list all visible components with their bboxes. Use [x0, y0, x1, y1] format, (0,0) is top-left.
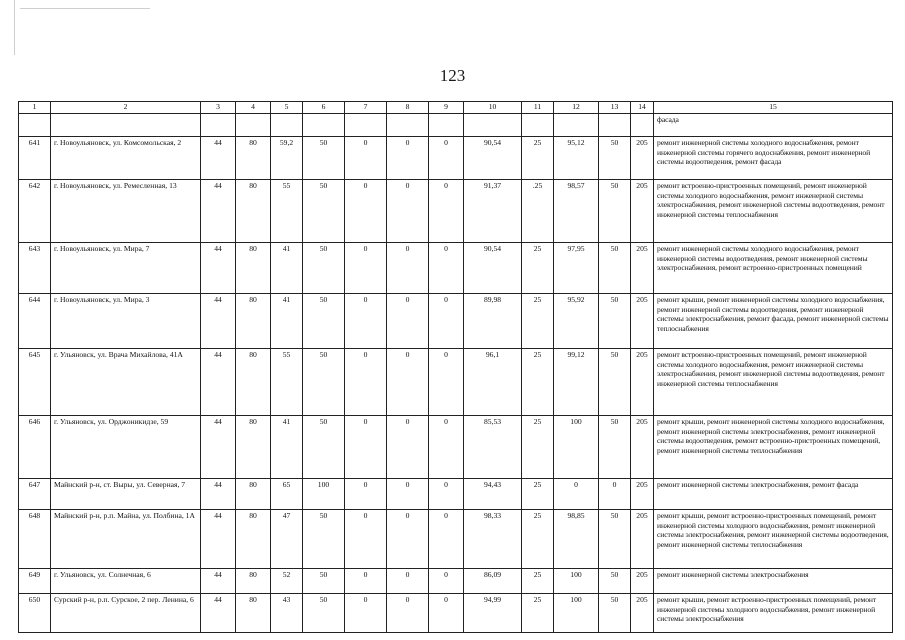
value-cell: 43	[271, 594, 303, 633]
value-cell: 0	[345, 594, 387, 633]
value-cell: 41	[271, 243, 303, 294]
empty-cell	[522, 114, 554, 137]
value-cell: 50	[599, 416, 631, 479]
works-cell: ремонт встроенно-пристроенных помещений, ремонт инженерной системы холодного водоснабжения, ремонт инженерной системы электроснабжения, ремонт инженерной системы водоотведения, ремонт инженерной системы теплоснабжения	[654, 349, 893, 416]
value-cell: 100	[554, 416, 599, 479]
value-cell: 97,95	[554, 243, 599, 294]
table-row	[19, 416, 893, 479]
value-cell: 0	[429, 294, 464, 349]
value-cell: 0	[387, 510, 429, 569]
value-cell: 55	[271, 349, 303, 416]
table-row	[19, 294, 893, 349]
value-cell: 205	[631, 416, 654, 479]
empty-cell	[201, 114, 236, 137]
value-cell: 0	[429, 243, 464, 294]
value-cell: 50	[599, 510, 631, 569]
column-number: 2	[51, 102, 201, 114]
table-row	[19, 243, 893, 294]
value-cell: 65	[271, 479, 303, 510]
value-cell: 0	[429, 416, 464, 479]
value-cell: 0	[387, 569, 429, 594]
column-number-row	[19, 102, 893, 114]
value-cell: 100	[554, 594, 599, 633]
column-number: 9	[429, 102, 464, 114]
value-cell: 80	[236, 569, 271, 594]
value-cell: 100	[303, 479, 345, 510]
row-number-cell: 650	[19, 594, 51, 633]
value-cell: 25	[522, 569, 554, 594]
value-cell: 0	[387, 243, 429, 294]
value-cell: 25	[522, 137, 554, 180]
value-cell: 205	[631, 294, 654, 349]
value-cell: 50	[303, 594, 345, 633]
value-cell: 0	[429, 510, 464, 569]
value-cell: 50	[599, 243, 631, 294]
row-number-cell: 641	[19, 137, 51, 180]
value-cell: 90,54	[464, 137, 522, 180]
value-cell: 80	[236, 416, 271, 479]
value-cell: 25	[522, 349, 554, 416]
empty-cell	[429, 114, 464, 137]
value-cell: 50	[599, 294, 631, 349]
empty-cell	[271, 114, 303, 137]
value-cell: 50	[599, 137, 631, 180]
value-cell: 0	[429, 180, 464, 243]
value-cell: 0	[599, 479, 631, 510]
value-cell: 50	[303, 243, 345, 294]
value-cell: 44	[201, 569, 236, 594]
value-cell: 41	[271, 294, 303, 349]
value-cell: 89,98	[464, 294, 522, 349]
value-cell: 80	[236, 180, 271, 243]
value-cell: 50	[303, 294, 345, 349]
value-cell: 0	[429, 479, 464, 510]
empty-cell	[599, 114, 631, 137]
works-cell: ремонт инженерной системы электроснабжения, ремонт фасада	[654, 479, 893, 510]
value-cell: 25	[522, 479, 554, 510]
works-cell: ремонт инженерной системы холодного водоснабжения, ремонт инженерной системы горячего водоснабжения, ремонт инженерной системы водоотведения, ремонт фасада	[654, 137, 893, 180]
column-number: 4	[236, 102, 271, 114]
value-cell: 0	[345, 479, 387, 510]
address-cell: г. Ульяновск, ул. Солнечная, 6	[51, 569, 201, 594]
empty-cell	[387, 114, 429, 137]
continuation-row	[19, 114, 893, 137]
value-cell: 44	[201, 416, 236, 479]
value-cell: 50	[303, 180, 345, 243]
address-cell: Майнский р-н, ст. Выры, ул. Северная, 7	[51, 479, 201, 510]
value-cell: 55	[271, 180, 303, 243]
value-cell: 0	[387, 180, 429, 243]
row-number-cell: 642	[19, 180, 51, 243]
column-number: 14	[631, 102, 654, 114]
row-number-cell: 645	[19, 349, 51, 416]
value-cell: 90,54	[464, 243, 522, 294]
value-cell: 100	[554, 569, 599, 594]
value-cell: 0	[345, 569, 387, 594]
value-cell: 0	[387, 416, 429, 479]
address-cell: г. Новоульяновск, ул. Мира, 7	[51, 243, 201, 294]
works-cell: ремонт инженерной системы электроснабжения	[654, 569, 893, 594]
value-cell: 0	[429, 569, 464, 594]
column-number: 11	[522, 102, 554, 114]
value-cell: 205	[631, 243, 654, 294]
value-cell: 25	[522, 416, 554, 479]
value-cell: 80	[236, 479, 271, 510]
value-cell: 98,85	[554, 510, 599, 569]
value-cell: 205	[631, 569, 654, 594]
row-number-cell: 643	[19, 243, 51, 294]
scan-artifact	[14, 0, 15, 55]
works-cell: ремонт крыши, ремонт встроенно-пристроенных помещений, ремонт инженерной системы холодного водоснабжения, ремонт инженерной системы электроснабжения	[654, 594, 893, 633]
value-cell: 0	[429, 594, 464, 633]
value-cell: 0	[345, 243, 387, 294]
works-cell: ремонт крыши, ремонт встроенно-пристроенных помещений, ремонт инженерной системы холодного водоснабжения, ремонт инженерной системы электроснабжения, ремонт инженерной системы водоотведения, ремонт инженерной системы теплоснабжения	[654, 510, 893, 569]
value-cell: 80	[236, 349, 271, 416]
value-cell: 0	[345, 510, 387, 569]
value-cell: 25	[522, 243, 554, 294]
value-cell: 94,99	[464, 594, 522, 633]
value-cell: .25	[522, 180, 554, 243]
value-cell: 0	[345, 137, 387, 180]
value-cell: 47	[271, 510, 303, 569]
value-cell: 25	[522, 294, 554, 349]
row-number-cell: 649	[19, 569, 51, 594]
table-row	[19, 569, 893, 594]
value-cell: 44	[201, 294, 236, 349]
value-cell: 50	[599, 180, 631, 243]
value-cell: 0	[345, 349, 387, 416]
table-row	[19, 594, 893, 633]
value-cell: 41	[271, 416, 303, 479]
column-number: 6	[303, 102, 345, 114]
address-cell: г. Новоульяновск, ул. Мира, 3	[51, 294, 201, 349]
value-cell: 0	[387, 294, 429, 349]
works-cell: ремонт крыши, ремонт инженерной системы холодного водоснабжения, ремонт инженерной системы электроснабжения, ремонт инженерной системы водоотведения, ремонт встроенно-пристроенных помещений, ремонт инженерной системы теплоснабжения	[654, 416, 893, 479]
column-number: 7	[345, 102, 387, 114]
column-number: 3	[201, 102, 236, 114]
value-cell: 99,12	[554, 349, 599, 416]
empty-cell	[51, 114, 201, 137]
value-cell: 80	[236, 137, 271, 180]
empty-cell	[303, 114, 345, 137]
value-cell: 50	[599, 594, 631, 633]
column-number: 13	[599, 102, 631, 114]
column-number: 12	[554, 102, 599, 114]
value-cell: 205	[631, 479, 654, 510]
address-cell: г. Новоульяновск, ул. Ремесленная, 13	[51, 180, 201, 243]
works-continuation-cell: фасада	[654, 114, 893, 137]
address-cell: Сурский р-н, р.п. Сурское, 2 пер. Ленина, 6	[51, 594, 201, 633]
column-number: 1	[19, 102, 51, 114]
value-cell: 52	[271, 569, 303, 594]
row-number-cell: 646	[19, 416, 51, 479]
value-cell: 50	[303, 137, 345, 180]
value-cell: 205	[631, 180, 654, 243]
row-number-cell: 644	[19, 294, 51, 349]
column-number: 8	[387, 102, 429, 114]
works-cell: ремонт инженерной системы холодного водоснабжения, ремонт инженерной системы водоотведения, ремонт инженерной системы электроснабжения, ремонт встроенно-пристроенных помещений	[654, 243, 893, 294]
registry-table	[18, 101, 893, 633]
value-cell: 44	[201, 594, 236, 633]
empty-cell	[236, 114, 271, 137]
empty-cell	[345, 114, 387, 137]
value-cell: 0	[387, 137, 429, 180]
value-cell: 0	[387, 349, 429, 416]
value-cell: 0	[387, 594, 429, 633]
empty-cell	[554, 114, 599, 137]
value-cell: 85,53	[464, 416, 522, 479]
value-cell: 95,92	[554, 294, 599, 349]
empty-cell	[631, 114, 654, 137]
value-cell: 0	[345, 416, 387, 479]
value-cell: 0	[387, 479, 429, 510]
value-cell: 86,09	[464, 569, 522, 594]
value-cell: 50	[303, 416, 345, 479]
value-cell: 0	[429, 137, 464, 180]
value-cell: 95,12	[554, 137, 599, 180]
column-number: 15	[654, 102, 893, 114]
table-row	[19, 349, 893, 416]
scan-artifact	[20, 8, 150, 9]
address-cell: г. Ульяновск, ул. Орджоникидзе, 59	[51, 416, 201, 479]
value-cell: 25	[522, 594, 554, 633]
value-cell: 25	[522, 510, 554, 569]
value-cell: 205	[631, 594, 654, 633]
works-cell: ремонт крыши, ремонт инженерной системы холодного водоснабжения, ремонт инженерной системы водоотведения, ремонт инженерной системы электроснабжения, ремонт фасада, ремонт инженерной системы теплоснабжения	[654, 294, 893, 349]
table-row	[19, 479, 893, 510]
value-cell: 91,37	[464, 180, 522, 243]
value-cell: 50	[303, 569, 345, 594]
row-number-cell: 648	[19, 510, 51, 569]
empty-cell	[19, 114, 51, 137]
value-cell: 50	[599, 349, 631, 416]
value-cell: 44	[201, 180, 236, 243]
value-cell: 44	[201, 479, 236, 510]
value-cell: 98,57	[554, 180, 599, 243]
value-cell: 80	[236, 510, 271, 569]
value-cell: 98,33	[464, 510, 522, 569]
value-cell: 44	[201, 137, 236, 180]
value-cell: 0	[554, 479, 599, 510]
value-cell: 205	[631, 349, 654, 416]
value-cell: 0	[429, 349, 464, 416]
value-cell: 0	[345, 294, 387, 349]
address-cell: г. Новоульяновск, ул. Комсомольская, 2	[51, 137, 201, 180]
works-cell: ремонт встроенно-пристроенных помещений, ремонт инженерной системы холодного водоснабжения, ремонт инженерной системы электроснабжения, ремонт инженерной системы водоотведения, ремонт инженерной системы теплоснабжения	[654, 180, 893, 243]
value-cell: 96,1	[464, 349, 522, 416]
row-number-cell: 647	[19, 479, 51, 510]
value-cell: 44	[201, 349, 236, 416]
value-cell: 44	[201, 243, 236, 294]
value-cell: 80	[236, 294, 271, 349]
value-cell: 205	[631, 510, 654, 569]
value-cell: 50	[599, 569, 631, 594]
value-cell: 50	[303, 349, 345, 416]
value-cell: 80	[236, 594, 271, 633]
table-body	[19, 102, 893, 633]
value-cell: 44	[201, 510, 236, 569]
address-cell: Майнский р-н, р.п. Майна, ул. Полбина, 1А	[51, 510, 201, 569]
value-cell: 205	[631, 137, 654, 180]
value-cell: 94,43	[464, 479, 522, 510]
value-cell: 59,2	[271, 137, 303, 180]
table-row	[19, 180, 893, 243]
empty-cell	[464, 114, 522, 137]
table-row	[19, 510, 893, 569]
value-cell: 0	[345, 180, 387, 243]
column-number: 10	[464, 102, 522, 114]
value-cell: 80	[236, 243, 271, 294]
page-number: 123	[439, 66, 466, 85]
column-number: 5	[271, 102, 303, 114]
table-row	[19, 137, 893, 180]
value-cell: 50	[303, 510, 345, 569]
address-cell: г. Ульяновск, ул. Врача Михайлова, 41А	[51, 349, 201, 416]
